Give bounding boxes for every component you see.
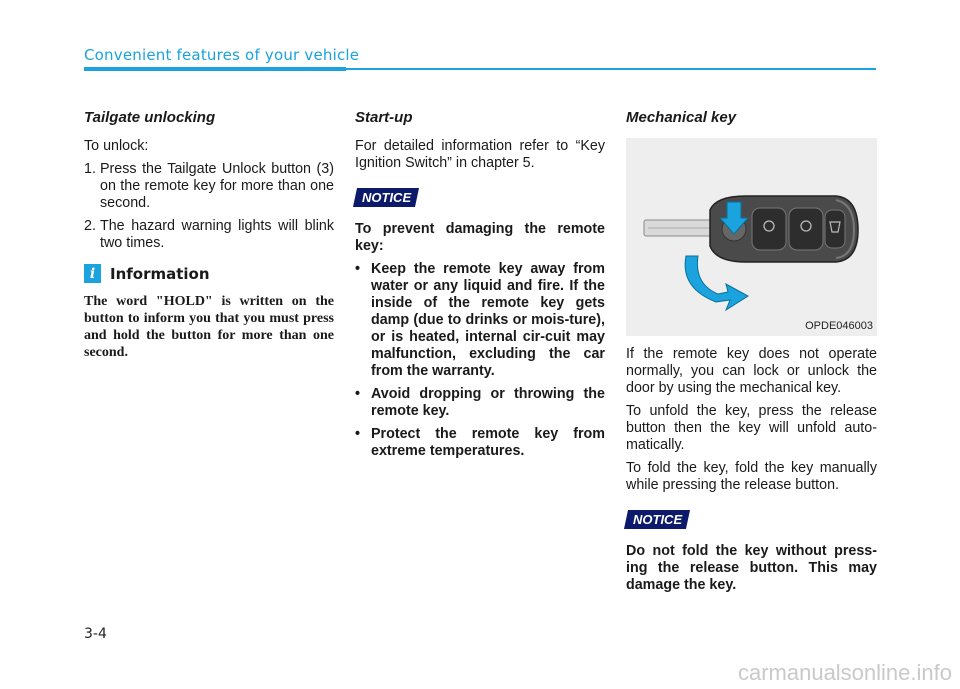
startup-heading: Start-up <box>355 109 413 126</box>
mechanical-key-para-2: To unfold the key, press the release button then the key will unfold auto-matically. <box>626 403 877 453</box>
unfold-arrow-icon <box>685 256 748 310</box>
bullet-item: • Avoid dropping or throwing the remote key. <box>355 386 605 419</box>
information-title: Information <box>110 264 210 283</box>
mechanical-key-para-1: If the remote key does not operate normally, you can lock or unlock the door by using the mechanical key. <box>626 346 877 396</box>
tailgate-intro: To unlock: <box>84 138 149 154</box>
column-mechanical-key <box>626 108 877 600</box>
mechanical-key-para-3: To fold the key, fold the key manually while pressing the release button. <box>626 460 877 493</box>
figure-caption: OPDE046003 <box>805 320 873 332</box>
unlock-button <box>789 208 823 250</box>
column-tailgate <box>84 108 334 361</box>
lock-button <box>752 208 786 250</box>
notice-heading: To prevent damaging the remote key: <box>355 221 605 254</box>
header-rule-thin <box>346 68 876 70</box>
info-icon: i <box>84 264 101 283</box>
step-item: 1. Press the Tailgate Unlock button (3) on the remote key for more than one second. <box>84 161 334 211</box>
notice-bullets <box>355 261 605 460</box>
bullet-item: • Keep the remote key away from water or any liquid and fire. If the inside of the remote key gets damp (due to drinks or mois-ture), or is heated, internal cir-cuit may malfunction, excluding the car from the warranty. <box>355 261 605 379</box>
column-startup <box>355 108 605 466</box>
bullet-item: • Protect the remote key from extreme temperatures. <box>355 426 605 459</box>
watermark: carmanualsonline.info <box>737 660 952 685</box>
mechanical-key-heading: Mechanical key <box>626 109 737 126</box>
header-rule-thick <box>84 67 346 71</box>
notice-badge: NOTICE <box>353 188 419 207</box>
step-item: 2. The hazard warning lights will blink two times. <box>84 218 334 251</box>
tailgate-steps <box>84 161 334 252</box>
header-title: Convenient features of your vehicle <box>84 46 360 64</box>
tailgate-button <box>825 210 845 248</box>
notice-badge: NOTICE <box>624 510 690 529</box>
information-header <box>84 264 334 283</box>
tailgate-heading: Tailgate unlocking <box>84 109 216 126</box>
information-body: The word "HOLD" is written on the button to inform you that you must press and hold the button for more than one second. <box>84 294 334 360</box>
notice-text: Do not fold the key without press-ing the release button. This may damage the key. <box>626 543 877 593</box>
startup-intro: For detailed information refer to “Key Ignition Switch” in chapter 5. <box>355 138 605 171</box>
remote-key-illustration <box>626 138 877 336</box>
page-number: 3-4 <box>84 626 107 642</box>
remote-key-figure <box>626 138 877 336</box>
